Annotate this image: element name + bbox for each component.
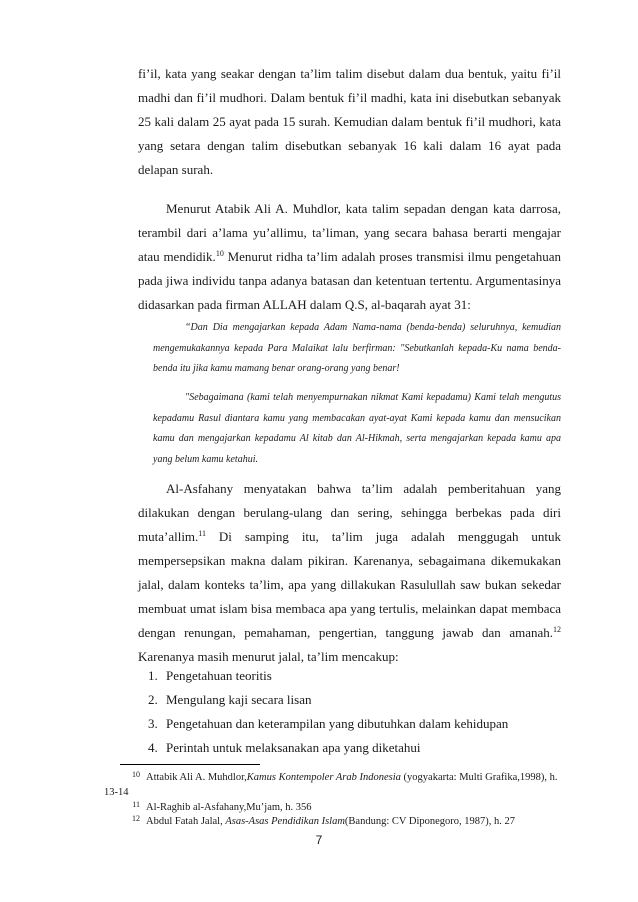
list-item: 4. Perintah untuk melaksanakan apa yang diketahui bbox=[148, 740, 421, 755]
footnote-12: $^{12}$ Abdul Fatah Jalal, Asas-Asas Pendidikan Islam(Bandung: CV Diponegoro, 1987), h. 27 bbox=[132, 814, 516, 827]
paragraph-text: Al-Asfahany menyatakan bahwa ta’lim adalah pemberitahuan yang dilakukan dengan berulang-ulang dan sering, sehingga berbekas pada diri muta’allim. bbox=[138, 481, 561, 544]
list-item: 3. Pengetahuan dan keterampilan yang dibutuhkan dalam kehidupan bbox=[148, 716, 509, 731]
footnote-ref-11: 11 bbox=[198, 529, 206, 538]
paragraph-asfahany-definition bbox=[138, 477, 561, 669]
footnote-ref-12: 12 bbox=[553, 625, 561, 634]
quote-al-baqarah-151: "Sebagaimana (kami telah menyempurnakan nikmat Kami kepadamu) Kami telah mengutus kepadamu Rasul diantara kamu yang membacakan ayat-ayat Kami kepada kamu dan mensucikan kamu dan mengajarkan kepadamu Al kitab dan Al-Hikmah, serta mengajarkan kepada kamu apa yang belum kamu ketahui. bbox=[153, 392, 561, 465]
paragraph-text: Menurut ridha ta’lim adalah proses transmisi ilmu pengetahuan pada jiwa individu tanpa adanya batasan dan ketentuan tertentu. Argumentasinya didasarkan pada firman ALLAH dalam Q.S, al-baqarah ayat 31: bbox=[138, 249, 562, 312]
paragraph-text: Di samping itu, ta’lim juga adalah menggugah untuk mempersepsikan makna dalam pikiran. Karenanya, sebagaimana dikemukakan jalal, dalam konteks ta’lim, apa yang dillakukan Rasulullah saw bukan sekedar membuat umat islam bisa membaca apa yang tertulis, melainkan dapat membaca dengan renungan, pemahaman, pengertian, tanggung jawab dan amanah. bbox=[138, 529, 561, 640]
list-item: 2. Mengulang kaji secara lisan bbox=[148, 692, 312, 707]
paragraph-text: Menurut Atabik Ali A. Muhdlor, kata talim sepadan dengan kata darrosa, terambil dari a’lama yu’allimu, ta’liman, yang secara bahasa berarti mengajar atau mendidik. bbox=[138, 201, 561, 264]
paragraph-text: Karenanya masih menurut jalal, ta’lim mencakup: bbox=[138, 649, 399, 664]
list-item: 1. Pengetahuan teoritis bbox=[148, 668, 272, 683]
talim-scope-list bbox=[148, 664, 568, 760]
paragraph-atabik-definition bbox=[138, 197, 561, 317]
paragraph-fiil-forms: fi’il, kata yang seakar dengan ta’lim talim disebut dalam dua bentuk, yaitu fi’il madhi dan fi’il mudhori. Dalam bentuk fi’il madhi, kata ini disebutkan sebanyak 25 kali dalam 25 ayat pada 15 surah. Kemudian dalam bentuk fi’il mudhori, kata yang setara dengan talim disebutkan sebanyak 16 kali dalam 16 ayat pada delapan surah. bbox=[138, 66, 561, 177]
quote-al-baqarah-31: “Dan Dia mengajarkan kepada Adam Nama-nama (benda-benda) seluruhnya, kemudian mengemukakannya kepada Para Malaikat lalu berfirman: "Sebutkanlah kepada-Ku nama benda-benda itu jika kamu mamang benar orang-orang yang benar! bbox=[153, 322, 561, 374]
footnote-ref-10: 10 bbox=[215, 249, 224, 258]
page-number: 7 bbox=[315, 833, 323, 847]
footnote-separator bbox=[120, 764, 260, 765]
footnote-10: $^{10}$ Attabik Ali A. Muhdlor,Kamus Kontempoler Arab Indonesia (yogyakarta: Multi Grafika,1998), h. 13-14 bbox=[104, 770, 558, 798]
footnote-11: $^{11}$ Al-Raghib al-Asfahany,Mu’jam, h. 356 bbox=[132, 800, 312, 813]
